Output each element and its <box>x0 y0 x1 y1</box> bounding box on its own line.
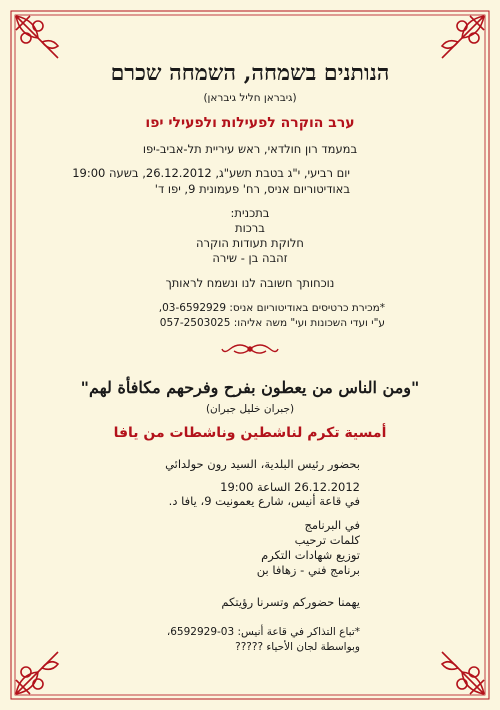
arabic-tickets-line-1: *تباع التذاكر في قاعة أنيس: 03-6592929، <box>166 626 360 638</box>
hebrew-tickets-line-1: *מכירת כרטיסים באודיטוריום אניס: 03-6592929, <box>158 302 385 314</box>
divider-ornament-icon <box>220 340 280 358</box>
hebrew-closing: נוכחותך חשובה לנו ונשמח לראותך <box>165 276 335 290</box>
arabic-presence: بحضور رئيس البلدية، السيد رون حولدائي <box>165 457 360 471</box>
hebrew-title: הנותנים בשמחה, השמחה שכרם <box>110 60 390 86</box>
hebrew-program-item: זהבה בן - שירה <box>212 251 288 265</box>
arabic-title: "ومن الناس من يعطون بفرح وفرحهم مكافأة لهم" <box>80 378 420 397</box>
corner-ornament-top-left <box>12 12 64 64</box>
corner-ornament-bottom-right <box>436 646 488 698</box>
hebrew-program-item: חלוקת תעודות הוקרה <box>196 236 304 250</box>
hebrew-program-item: ברכות <box>235 221 265 235</box>
hebrew-venue: באודיטוריום אניס, רח' פעמונית 9, יפו ד' <box>154 182 350 196</box>
arabic-attribution: (جبران خليل جبران) <box>205 403 295 415</box>
arabic-program-heading: في البرنامج <box>304 518 360 532</box>
arabic-venue: في قاعة أنيس، شارع يعمونيت 9، يافا د. <box>168 494 360 508</box>
hebrew-presence: במעמד רון חולדאי, ראש עיריית תל-אביב-יפו <box>142 142 358 156</box>
arabic-event-name: أمسية تكرم لناشطين وناشطات من يافا <box>113 425 387 441</box>
hebrew-program-heading: בתכנית: <box>230 206 270 220</box>
arabic-program-item: برنامج فني - زهافا بن <box>256 563 360 577</box>
corner-ornament-bottom-left <box>12 646 64 698</box>
hebrew-tickets-line-2: ע"י ועדי השכונות ועי" משה אליהו: 057-2503025 <box>159 317 385 329</box>
arabic-program-item: توزيع شهادات التكرم <box>261 548 360 562</box>
arabic-tickets-line-2: وبواسطة لجان الأحياء ????? <box>235 641 360 653</box>
corner-ornament-top-right <box>436 12 488 64</box>
arabic-date: 26.12.2012 الساعة 19:00 <box>220 480 360 494</box>
hebrew-date-time: יום רביעי, י"ג בטבת תשע"ג, 26.12.2012, בשעה 19:00 <box>72 166 350 180</box>
hebrew-event-name: ערב הוקרה לפעילות ולפעילי יפו <box>145 115 355 131</box>
arabic-program-item: كلمات ترحيب <box>294 533 360 547</box>
hebrew-attribution: (גיבראן חליל גיבראן) <box>203 92 297 104</box>
arabic-closing: يهمنا حضوركم وتسرنا رؤيتكم <box>221 595 360 609</box>
